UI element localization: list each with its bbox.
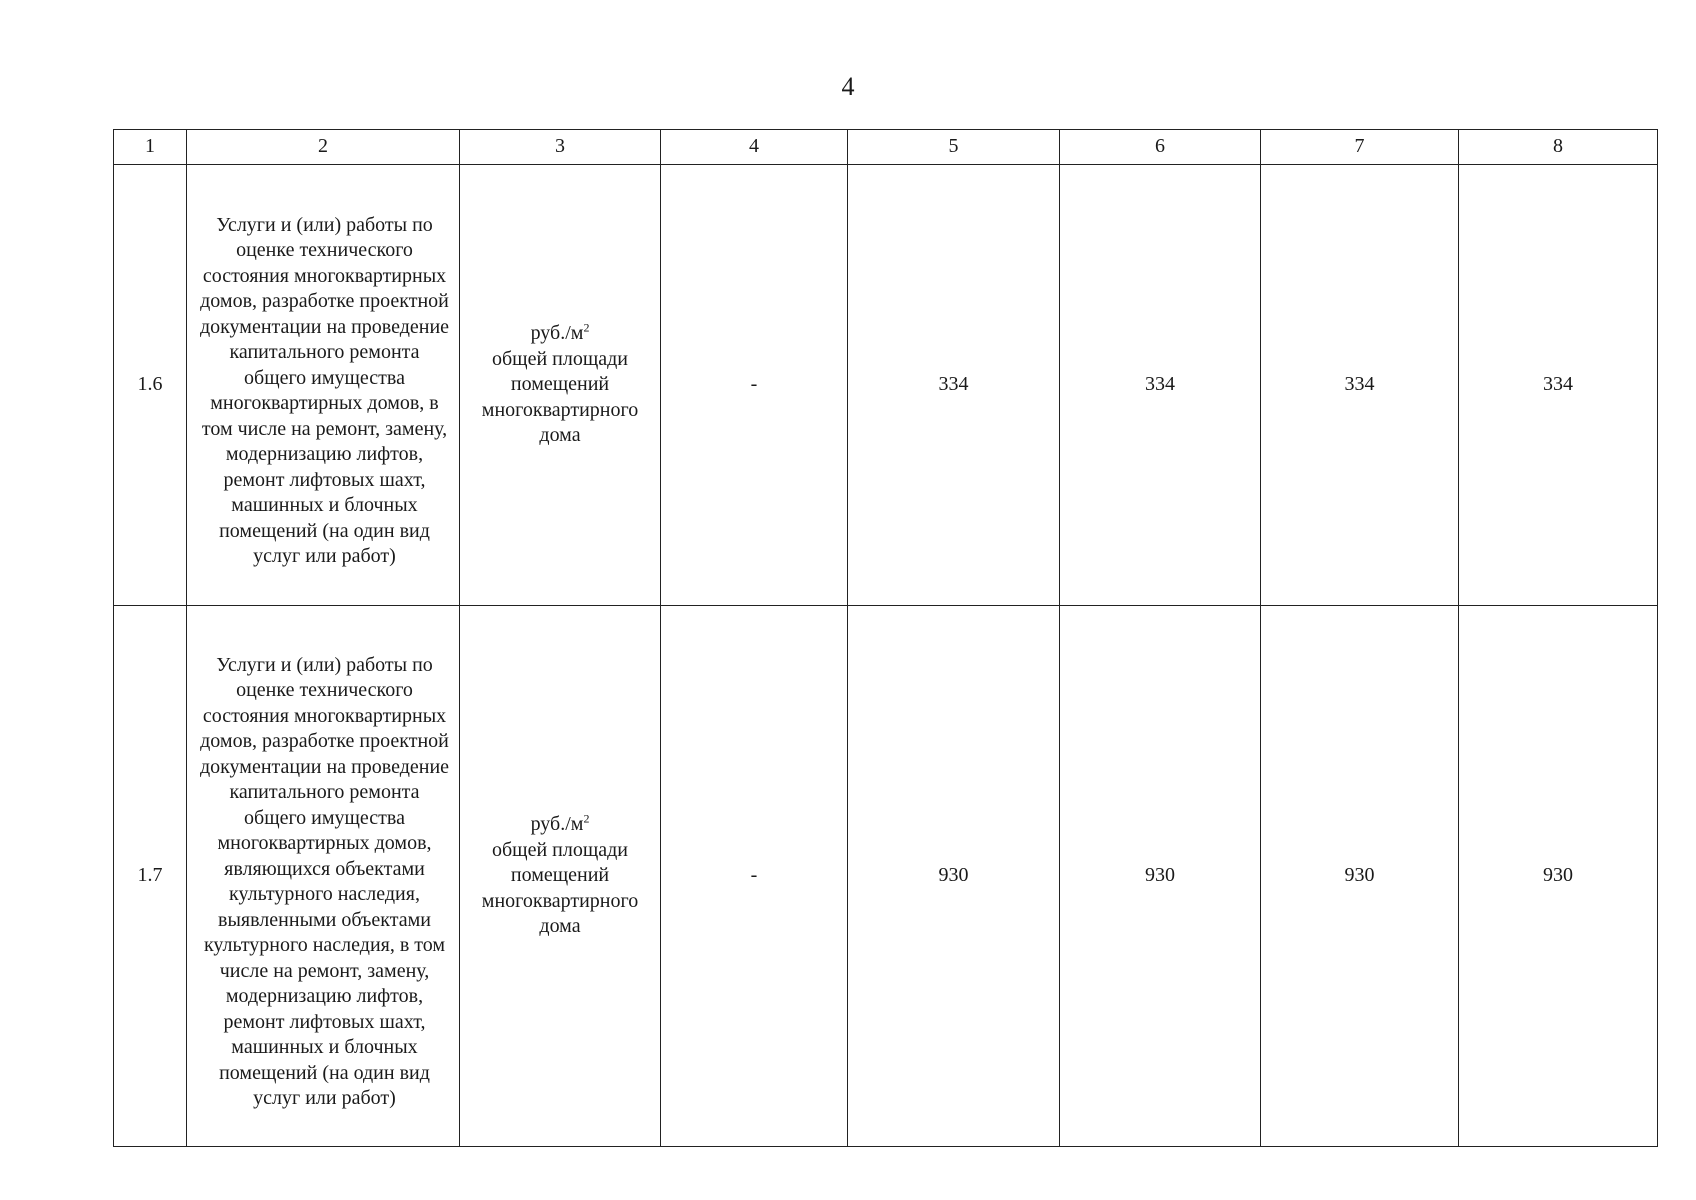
row-number: 1.7 [114, 606, 187, 1147]
column-number: 8 [1459, 130, 1658, 165]
unit-main: руб./м [530, 322, 584, 345]
unit-of-measure [460, 606, 661, 1147]
value-cell: 930 [848, 606, 1060, 1147]
column-number: 7 [1261, 130, 1459, 165]
column-numbers-row [114, 130, 1658, 165]
value-cell: 334 [1060, 165, 1261, 606]
unit-text: помещений [510, 864, 610, 887]
row-number: 1.6 [114, 165, 187, 606]
unit-of-measure [460, 165, 661, 606]
unit-main: руб./м [530, 813, 584, 836]
page-number: 4 [841, 72, 855, 101]
table-row [114, 165, 1658, 606]
value-cell: 930 [1261, 606, 1459, 1147]
value-cell: 930 [1459, 606, 1658, 1147]
unit-text: дома [539, 915, 581, 938]
unit-text: многоквартирного [481, 889, 639, 912]
value-cell: - [661, 606, 848, 1147]
table-row [114, 606, 1658, 1147]
column-number: 6 [1060, 130, 1261, 165]
unit-text: общей площади [492, 347, 628, 370]
service-description: Услуги и (или) работы по оценке технического состояния многоквартирных домов, разработке проектной документации на проведение капитального ремонта общего имущества многоквартирных домов, являющихся объектами культурного наследия, выявленными объектами культурного наследия, в том числе на ремонт, замену, модернизацию лифтов, ремонт лифтовых шахт, машинных и блочных помещений (на один вид услуг или работ) [187, 606, 460, 1147]
column-number: 3 [460, 130, 661, 165]
value-cell: 930 [1060, 606, 1261, 1147]
unit-text: многоквартирного [481, 398, 639, 421]
unit-text: помещений [510, 373, 610, 396]
column-number: 4 [661, 130, 848, 165]
value-cell: 334 [848, 165, 1060, 606]
value-cell: 334 [1261, 165, 1459, 606]
value-cell: - [661, 165, 848, 606]
column-number: 2 [187, 130, 460, 165]
value-cell: 334 [1459, 165, 1658, 606]
unit-text: дома [539, 424, 581, 447]
column-number: 1 [114, 130, 187, 165]
unit-exponent: 2 [583, 320, 590, 335]
tariff-table [113, 129, 1658, 1147]
unit-exponent: 2 [583, 811, 590, 826]
unit-text: общей площади [492, 838, 628, 861]
service-description: Услуги и (или) работы по оценке технического состояния многоквартирных домов, разработке проектной документации на проведение капитального ремонта общего имущества многоквартирных домов, в том числе на ремонт, замену, модернизацию лифтов, ремонт лифтовых шахт, машинных и блочных помещений (на один вид услуг или работ) [187, 165, 460, 606]
column-number: 5 [848, 130, 1060, 165]
